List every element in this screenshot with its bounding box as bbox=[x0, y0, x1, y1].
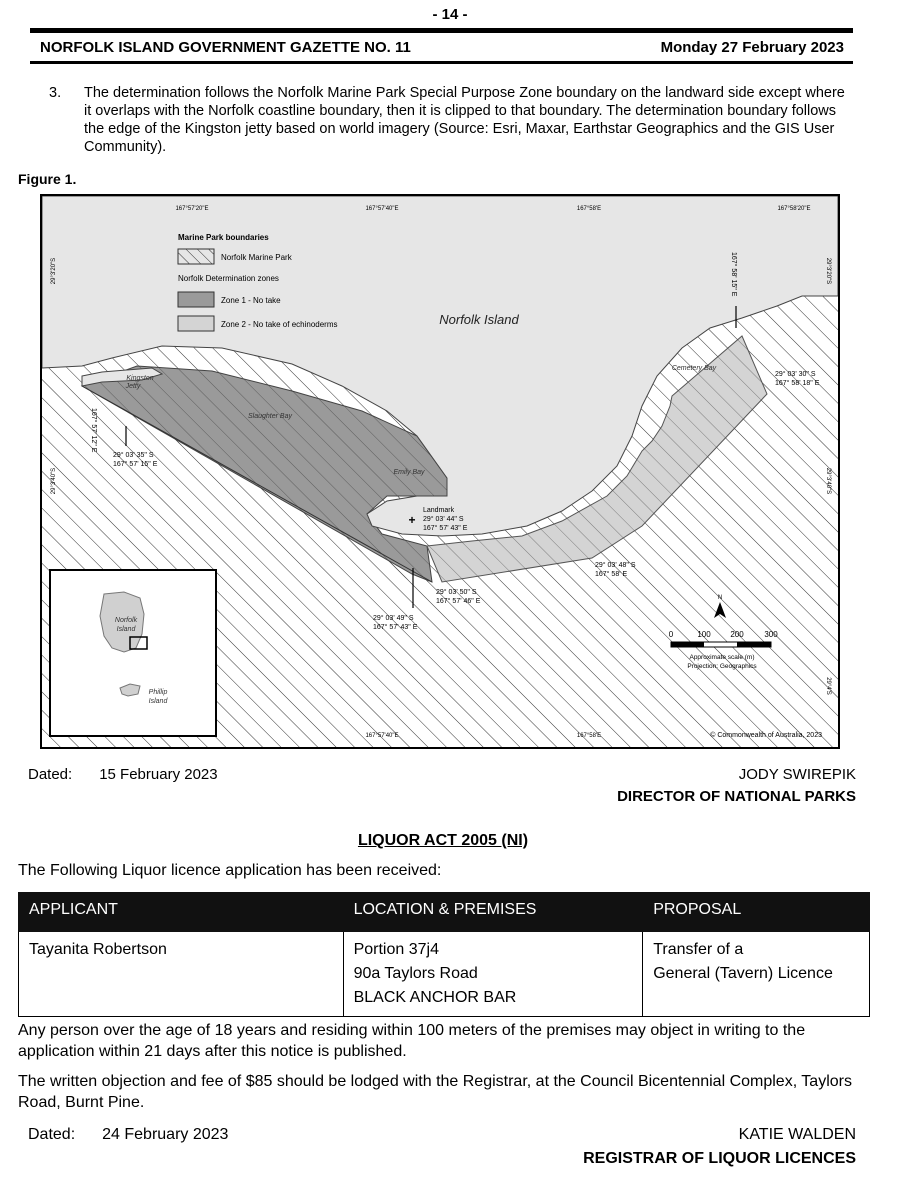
scale-label-3: 300 bbox=[764, 630, 778, 639]
header-rule-bottom bbox=[30, 61, 853, 64]
left-tick-0: 29°3'20"S bbox=[51, 257, 57, 285]
inset-norfolk-label-1: Norfolk bbox=[114, 617, 138, 624]
landmark-lon: 167° 57' 43" E bbox=[423, 525, 468, 532]
proposal-line-1: Transfer of a bbox=[653, 941, 744, 958]
cell-applicant: Tayanita Robertson bbox=[19, 932, 344, 1017]
scale-caption-2: Projection: Geographics bbox=[687, 663, 757, 670]
inset-phillip-label-1: Phillip bbox=[148, 689, 168, 696]
kingston-label-1: Kingston bbox=[126, 375, 154, 382]
inset-phillip-label-2: Island bbox=[148, 698, 168, 705]
coord-cemetery-lon: 167° 58' 18" E bbox=[775, 380, 820, 387]
map-figure bbox=[40, 194, 840, 749]
coord-3349-lat: 29° 03' 49" S bbox=[373, 615, 414, 622]
dated-value: 15 February 2023 bbox=[99, 766, 218, 783]
legend-swatch-zone1 bbox=[178, 292, 214, 307]
determination-paragraph bbox=[49, 84, 849, 156]
top-tick-2: 167°58'E bbox=[576, 206, 602, 212]
signatory-title-1: DIRECTOR OF NATIONAL PARKS bbox=[617, 788, 856, 805]
legend-swatch-zone2 bbox=[178, 316, 214, 331]
dated-label: Dated: bbox=[28, 766, 73, 783]
location-line-3: BLACK ANCHOR BAR bbox=[353, 989, 517, 1006]
right-tick-0: 29°3'20"S bbox=[825, 257, 831, 285]
landmark-label: Landmark bbox=[423, 507, 455, 514]
scale-caption-1: Approximate scale (m) bbox=[689, 654, 755, 661]
right-tick-1: 29°3'40"S bbox=[825, 467, 831, 495]
top-tick-1: 167°57'40"E bbox=[365, 206, 399, 212]
legend-zone2: Zone 2 - No take of echinoderms bbox=[221, 320, 338, 329]
gazette-title: NORFOLK ISLAND GOVERNMENT GAZETTE NO. 11 bbox=[40, 39, 411, 56]
left-tick-1: 29°3'40"S bbox=[51, 467, 57, 495]
cemetery-bay-label: Cemetery Bay bbox=[671, 365, 717, 372]
figure-label: Figure 1. bbox=[18, 171, 77, 187]
signatory-title-2: REGISTRAR OF LIQUOR LICENCES bbox=[583, 1150, 856, 1167]
bottom-tick-1: 167°58'E bbox=[576, 733, 602, 739]
island-label: Norfolk Island bbox=[439, 312, 519, 327]
coord-vert-right: 167° 58' 15" E bbox=[730, 252, 737, 297]
landmark-lat: 29° 03' 44" S bbox=[423, 516, 464, 523]
header-applicant: APPLICANT bbox=[19, 893, 344, 932]
objection-paragraph: Any person over the age of 18 years and residing within 100 meters of the premises may object in writing to the application within 21 days after this notice is published. bbox=[18, 1022, 806, 1060]
paragraph-number: 3. bbox=[49, 85, 62, 101]
slaughter-bay-label: Slaughter Bay bbox=[248, 413, 292, 420]
header-location: LOCATION & PREMISES bbox=[343, 893, 643, 932]
top-tick-0: 167°57'20"E bbox=[175, 206, 209, 212]
bottom-tick-0: 167°57'40"E bbox=[365, 733, 399, 739]
location-line-2: 90a Taylors Road bbox=[353, 965, 478, 982]
liquor-act-title: LIQUOR ACT 2005 (NI) bbox=[357, 832, 529, 849]
coord-3350-lon: 167° 57' 46" E bbox=[436, 598, 481, 605]
licence-table bbox=[18, 892, 870, 1017]
paragraph-text: The determination follows the Norfolk Marine Park Special Purpose Zone boundary on the landward side except where it overlaps with the Norfolk coastline boundary, then it is clipped to that boundary. The determination boundary follows the edge of the Kingston jetty based on world imagery (Source: Esri, Maxar, Earthstar Geographics and the GIS User Community). bbox=[84, 85, 845, 155]
legend-heading: Marine Park boundaries bbox=[178, 233, 269, 242]
cell-proposal bbox=[643, 932, 870, 1017]
dated-value: 24 February 2023 bbox=[102, 1126, 229, 1143]
coord-kingston-lat: 29° 03' 35" S bbox=[113, 452, 154, 459]
dated-line-1 bbox=[28, 766, 218, 783]
inset-norfolk-label-2: Island bbox=[116, 626, 136, 633]
legend-swatch-marine-park bbox=[178, 249, 214, 264]
gazette-date: Monday 27 February 2023 bbox=[660, 39, 844, 56]
table-header-row bbox=[19, 893, 870, 932]
header-rule-top bbox=[30, 28, 853, 33]
coord-3349-lon: 167° 57' 43" E bbox=[373, 624, 418, 631]
coord-3350-lat: 29° 03' 50" S bbox=[436, 589, 477, 596]
table-row bbox=[19, 932, 870, 1017]
legend-marine-park: Norfolk Marine Park bbox=[221, 253, 292, 262]
coord-3348-lon: 167° 58' E bbox=[595, 571, 628, 578]
copyright: © Commonwealth of Australia, 2023 bbox=[710, 732, 822, 739]
dated-line-2 bbox=[28, 1126, 228, 1144]
emily-bay-label: Emily Bay bbox=[393, 469, 425, 476]
landmark-cross-icon: + bbox=[408, 513, 416, 527]
liquor-intro: The Following Liquor licence application has been received: bbox=[18, 862, 442, 879]
fee-paragraph: The written objection and fee of $85 should be lodged with the Registrar, at the Council Bicentennial Complex, Taylors Road, Burnt Pine. bbox=[18, 1073, 852, 1111]
coord-3348-lat: 29° 03' 48" S bbox=[595, 562, 636, 569]
proposal-line-2: General (Tavern) Licence bbox=[653, 965, 833, 982]
coord-cemetery-lat: 29° 03' 30" S bbox=[775, 371, 816, 378]
map-svg bbox=[42, 196, 838, 747]
kingston-label-2: Jetty bbox=[125, 383, 141, 390]
scale-label-2: 200 bbox=[730, 630, 744, 639]
dated-label: Dated: bbox=[28, 1126, 76, 1143]
legend-zone1: Zone 1 - No take bbox=[221, 296, 281, 305]
top-tick-3: 167°58'20"E bbox=[777, 206, 811, 212]
signatory-name-2: KATIE WALDEN bbox=[738, 1126, 856, 1143]
header-proposal: PROPOSAL bbox=[643, 893, 870, 932]
location-line-1: Portion 37j4 bbox=[353, 941, 439, 958]
page-number: - 14 - bbox=[432, 6, 468, 23]
coord-kingston-lon: 167° 57' 15" E bbox=[113, 461, 158, 468]
coord-vert-left: 167° 57' 12" E bbox=[90, 408, 97, 453]
cell-location bbox=[343, 932, 643, 1017]
right-tick-2: 29°4'S bbox=[825, 677, 831, 695]
scale-label-0: 0 bbox=[668, 630, 674, 639]
scale-label-1: 100 bbox=[697, 630, 711, 639]
legend-zones-heading: Norfolk Determination zones bbox=[178, 274, 279, 283]
svg-text:N: N bbox=[717, 595, 723, 601]
signatory-name-1: JODY SWIREPIK bbox=[738, 766, 856, 783]
inset-map bbox=[50, 570, 216, 736]
